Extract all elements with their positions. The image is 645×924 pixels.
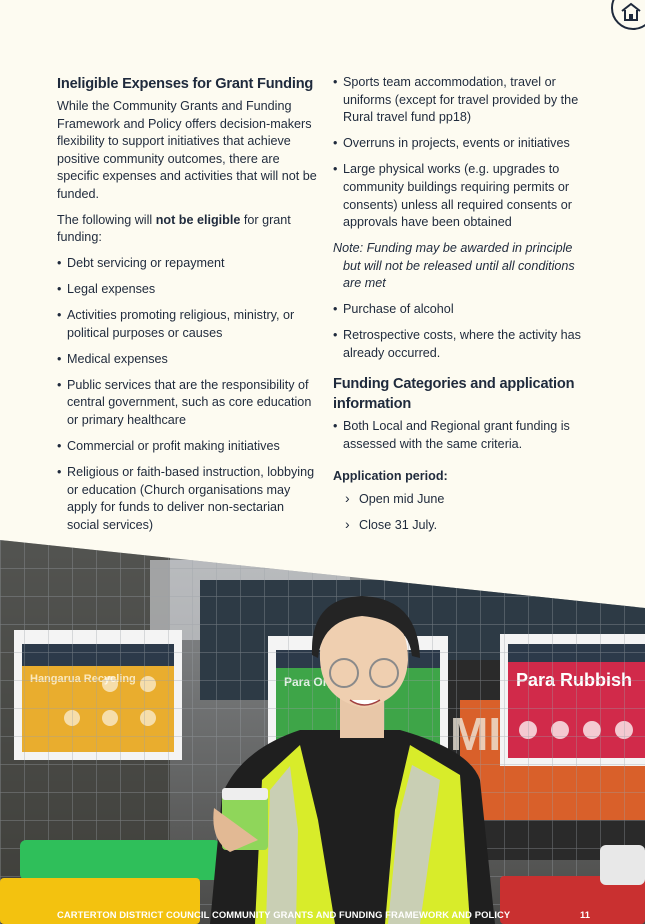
list-item: • Commercial or profit making initiatives: [57, 438, 319, 456]
lead-text: The following will: [57, 212, 156, 227]
ineligible-list-continued: [333, 74, 583, 232]
funding-categories-list: [333, 418, 583, 453]
list-item: › Open mid June: [345, 491, 583, 509]
lead-bold-text: not be eligible: [155, 212, 241, 227]
ineligible-list: [57, 255, 319, 535]
list-item: • Overruns in projects, events or initiatives: [333, 135, 583, 153]
lead-text-end: for grant funding:: [57, 212, 291, 245]
intro-paragraph: While the Community Grants and Funding Framework and Policy offers decision-makers flexibility to support initiatives that achieve positive community outcomes, there are specific expenses and activities that will not be funded.: [57, 99, 317, 201]
left-column: [57, 74, 319, 543]
page-number: 11: [580, 909, 590, 920]
home-icon: [620, 2, 642, 22]
ineligible-list-final: [333, 301, 583, 362]
home-button[interactable]: [611, 0, 645, 30]
list-item: • Medical expenses: [57, 351, 319, 369]
funding-note: Note: Funding may be awarded in principle but will not be released until all conditions are met: [333, 241, 575, 291]
volunteer-photo: [0, 540, 645, 924]
list-item: • Large physical works (e.g. upgrades to community buildings requiring permits or consents) unless all required consents or approvals have been obtained: [333, 161, 583, 231]
right-column: [333, 74, 583, 543]
footer-text: CARTERTON DISTRICT COUNCIL COMMUNITY GRANTS AND FUNDING FRAMEWORK AND POLICY: [57, 909, 511, 920]
list-item: • Retrospective costs, where the activity has already occurred.: [333, 327, 583, 362]
list-item: • Purchase of alcohol: [333, 301, 583, 319]
application-period-list: [333, 491, 583, 535]
list-item: • Religious or faith-based instruction, lobbying or education (Church organisations may apply for funds to deliver non-sectarian social services): [57, 464, 319, 534]
ineligible-heading: Ineligible Expenses for Grant Funding: [57, 76, 314, 92]
lead-paragraph: [57, 212, 319, 247]
application-period-label: Application period:: [333, 468, 448, 483]
list-item: • Public services that are the responsibility of central government, such as core education or primary healthcare: [57, 377, 319, 430]
list-item: • Sports team accommodation, travel or uniforms (except for travel provided by the Rural travel fund pp18): [333, 74, 583, 127]
list-item: • Legal expenses: [57, 281, 319, 299]
list-item: • Activities promoting religious, ministry, or political purposes or causes: [57, 307, 319, 342]
funding-categories-heading: Funding Categories and application information: [333, 376, 575, 413]
list-item: • Both Local and Regional grant funding is assessed with the same criteria.: [333, 418, 583, 453]
list-item: • Debt servicing or repayment: [57, 255, 319, 273]
list-item: › Close 31 July.: [345, 517, 583, 535]
